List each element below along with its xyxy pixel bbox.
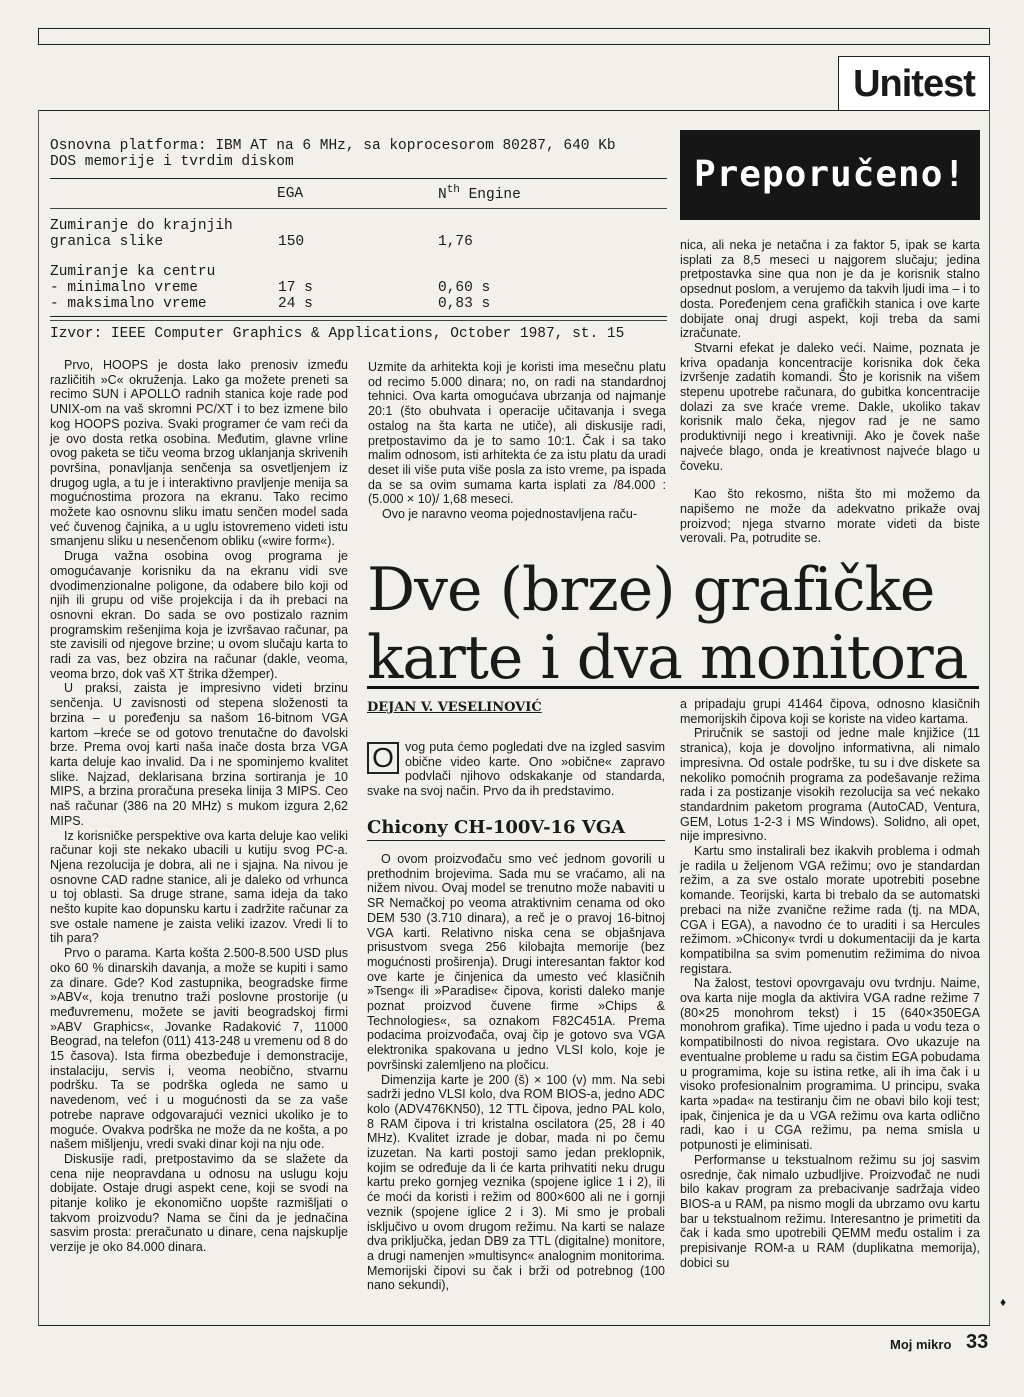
table-rule-top — [50, 178, 667, 179]
benchmark-table — [50, 138, 670, 348]
continue-arrow-icon: ♦ — [1000, 1295, 1007, 1309]
table-rule-header — [50, 208, 667, 209]
section-logo: Unitest — [838, 56, 990, 110]
paragraph: U praksi, zaista je impresivno videti brzinu senčenja. U zavisnosti od stepena složenosti ta brzina – u poređenju sa našom 16-bitnom VGA kartom –kreće se od gotovo trenutačne do đavolski brze. Prema ovoj karti naša inače dosta brza VGA karta deluje kao invalid. Da i ne spominjemo kvalitet slike. Najzad, deklarisana brzina sortiranja je 10 MIPS, a brzina proračuna preseka linija 3 MIPS. Ceo naš računar (386 na 20 MHz) s mukom izgura 2,62 MIPS. — [50, 681, 348, 828]
paragraph: Iz korisničke perspektive ova karta deluje kao veliki računar koji ste nekako ubacili u kutiju svog PC-a. Njena rezolucija je dobra, ali ne i sjajna. Na nivou je osnovne CAD radne stanice, ali je daleko od vrhunca u toj oblasti. Sa druge strane, sama ideja da tako nešto kupite kao dopunsku kartu i zadržite računar za sve ostale namene je zaista veliki izazov. Vredi li to tih para? — [50, 828, 348, 946]
paragraph: Uzmite da arhitekta koji je koristi ima mesečnu platu od recimo 5.000 dinara; no, on radi na standardnoj tehnici. Ova karta omogućava ubrzanja od najmanje 20:1 (što obuhvata i operacije učitavanja i svega ostalog na šta karta ne utiče), ali diskusije radi, pretpostavimo da je to samo 10:1. Čak i sa tako malim odnosom, isti arhitekta će za istu platu da uradi deset ili više puta više posla za isto vreme, pa ispada da se sa ovim sumama karta isplati za /84.000 : (5.000 × 10)/ 1,68 meseci. — [368, 360, 666, 507]
paragraph: Priručnik se sastoji od jedne male knjižice (11 stranica), koja je dovoljno informativna, ali nimalo impresivna. Od ostale podrške, tu su i dve diskete sa nekoliko pomoćnih programa za podešavanje režima rada i za postizanje visokih rezolucija sa već nekako standardnim paketom programa (AutoCAD, Ventura, GEM, Lotus 1-2-3 i MS Windows). Solidno, ali opet, nije impresivno. — [680, 726, 980, 844]
headline-rule — [367, 686, 979, 689]
paragraph: a pripadaju grupi 41464 čipova, odnosno klasičnih memorijskih čipova koji se koriste na video kartama. — [680, 697, 980, 726]
table-row1-nth: 1,76 — [438, 234, 473, 250]
paragraph: Prvo, HOOPS je dosta lako prenosiv između različitih »C« okruženja. Lako ga možete preneti sa recimo SUN i APOLLO radnih stanica koje rade pod UNIX-om na vaš skromni PC/XT i to bez izmene bilo kog HOOPS poziva. Svaki programer će vam reći da je ovo dosta retka osobina. Međutim, glavne vrline ovog paketa se tiču veoma brzog uklanjanja skrivenih površina, ponavljanja senčenja sa osvetljenjem iz drugog ugla, a tu je i interaktivno pravljenje menija sa mogućnostima prozora na ekranu. Tako recimo možete kao osnovnu sliku imatu senčen model sada već čuvenog čajnika, a u uglu istovremeno videti istu smanjenu sliku u nesenčenom obliku («wire form«). — [50, 358, 348, 549]
paragraph: Druga važna osobina ovog programa je omogućavanje korisniku da na ekranu vidi sve dvodimenzionalne poligone, da odabere bilo koji od njih ili grupu od više projekcija i da ih prebaci na osnovni ekran. Do sada se ovo postizalo raznim programskim rešenjima koja je izvršavao računar, pa ste zavisili od njegove brzine; u ovom slučaju karta to radi za vas, bez obzira na računar (dakle, veoma, veoma brzo, dok vaš XT štrika džemper). — [50, 549, 348, 681]
right-column-top — [680, 238, 980, 546]
paragraph: Kartu smo instalirali bez ikakvih problema i odmah je radila u željenom VGA režimu; ovo je standardan režim, a za sve ostalo morate upotrebiti posebne komande. Teorijski, karta bi trebalo da se automatski prebaci na niže zvanične režime rada (tj. na MDA, CGA i EGA), a navodno će to uraditi i sa Hercules režimom. »Chicony« tvrdi u dokumentaciji da je karta kompatibilna sa svim pomenutim režimima do nivoa registara. — [680, 844, 980, 976]
intro-text: vog puta ćemo pogledati dve na izgled sasvim obične video karte. Ono »obične« zapravo podvlači njihovo odskakanje od standarda, svake na svoj način. Prvo da ih predstavimo. — [367, 740, 665, 799]
paragraph: Kao što rekosmo, ništa što mi možemo da napišemo ne može da adekvatno prikaže ovaj proizvod; njega stvarno morate videti da biste verovali. Pa, potrudite se. — [680, 487, 980, 546]
table-row2-label: Zumiranje ka centru — [50, 264, 216, 280]
paragraph: nica, ali neka je netačna i za faktor 5, ipak se karta isplati za 8,5 meseci u najgorem slučaju; jedina pretpostavka sine qua non je da je korisnik stalno opsednut poslom, a verujemo da takvih ljudi ima – i to dosta. Poređenjem cena grafičkih stanica i ove karte dobijate onaj drugi aspekt, koji treba da sami izračunate. — [680, 238, 980, 341]
paragraph: Performanse u tekstualnom režimu su joj sasvim osrednje, čak nimalo uzbudljive. Proizvođač ne nudi bilo kakav program za prebacivanje sadržaja video BIOS-a u RAM, pa nismo mogli da ubrzamo ovu kartu bar u tekstualnom režimu. Interesantno je primetiti da čak i kada smo upotrebili QEMM među ostalim i za prepisivanje ROM-a u RAM (duplikatna memorija), dobici su — [680, 1152, 980, 1270]
paragraph: Prvo o parama. Karta košta 2.500-8.500 USD plus oko 60 % dinarskih davanja, a može se kupiti i samo za dinare. Gde? Kod zastupnika, beogradske firme »ABV«, koja trenutno traži poslovne prostorije (u međuvremenu, možete se javiti beogradskoj firmi »ABV Graphics«, Jovanke Radaković 7, 11000 Beograd, na telefon (011) 413-248 u vremenu od 8 do 15 časova). Ista firma obezbeđuje i demonstracije, instalaciju, servis i, veoma neobično, stvarnu podršku. Ta se podrška ogleda ne samo u navedenom, već i u mogućnosti da se za vaše potrebe naprave odgovarajući veznici ukoliko je to moguće. Ovakva podrška ne može da ne košta, a po našem mišljenju, vredi svaki dinar koji na nju ode. — [50, 946, 348, 1152]
table-rule-bottom2 — [50, 320, 667, 321]
paragraph: Na žalost, testovi opovrgavaju ovu tvrdnju. Naime, ova karta nije mogla da aktivira VGA radne režime 7 (80×25 monohrom tekst) i 15 (640×350EGA monohrom grafika). Time ujedno i pada u vodu teza o kompatibilnosti do nivoa registara. Ovo ukazuje na eventualne probleme u radu sa čistim EGA pobudama u programima, koje su istina retke, ali ih ima čak i u visoko profesionalnim programima. U principu, svaka karta »pada« na testiranju čim ne obavi bilo koji test; ipak, činjenica je da u VGA režimu ova karta odlično radi, kao i u CGA režimu, pa nema smisla u potpunosti je eliminisati. — [680, 976, 980, 1153]
left-column — [50, 358, 348, 1255]
table-row4-nth: 0,83 s — [438, 296, 491, 312]
table-row3-ega: 17 s — [278, 280, 313, 296]
table-rule-bottom — [50, 316, 667, 317]
table-col-ega: EGA — [277, 186, 304, 202]
right-column-bottom — [680, 697, 980, 1270]
recommended-banner: Preporučeno! — [680, 130, 980, 220]
middle-column-bottom — [367, 852, 665, 1293]
subheading-rule — [367, 840, 665, 841]
table-source: Izvor: IEEE Computer Graphics & Applications, October 1987, st. 15 — [50, 326, 625, 342]
table-caption-line2: DOS memorije i tvrdim diskom — [50, 154, 294, 170]
drop-cap: O — [367, 742, 399, 774]
middle-column-top — [368, 360, 666, 522]
paragraph: Diskusije radi, pretpostavimo da se slažete da cena nije neopravdana u odnosu na uslugu koju dobijate. Ostaje drugi aspekt cene, koji se svodi na pitanje koliko je ekonomično uopšte razmišljati o takvom proizvodu? Nama se čini da je jednačina sasvim prosta: preračunato u dinare, cena najskuplje verzije je oko 84.000 dinara. — [50, 1151, 348, 1255]
table-caption-line1: Osnovna platforma: IBM AT na 6 MHz, sa koprocesorom 80287, 640 Kb — [50, 138, 616, 154]
table-col-nth: $N^{th}$ Engine — [438, 184, 521, 203]
section-subheading: Chicony CH-100V-16 VGA — [367, 817, 626, 838]
table-row1-ega: 150 — [278, 234, 305, 250]
article-intro — [367, 740, 665, 799]
article-headline: Dve (brze) grafičke karte i dva monitora — [367, 555, 968, 693]
paragraph: Stvarni efekat je daleko veći. Naime, poznata je kriva opadanja koncentracije korisnika dok čeka izvršenje zadatih komandi. Što je korisnik na višem stepenu upotrebe računara, do gubitka koncentracije dolazi za sve kraće vreme. Dakle, ukoliko takav korisnik malo čeka, njegov rad je ne samo produktivniji nego i kreativniji. Ako je čovek naše najveće blago, onda je kreativnost najveće blago u čoveku. — [680, 340, 980, 473]
footer-magazine-name: Moj mikro — [890, 1337, 952, 1352]
bottom-rule — [38, 1325, 990, 1326]
article-author: DEJAN V. VESELINOVIĆ — [367, 700, 542, 715]
table-row4-ega: 24 s — [278, 296, 313, 312]
table-row1-label2: granica slike — [50, 234, 164, 250]
table-row1-label1: Zumiranje do krajnjih — [50, 218, 233, 234]
table-row3-nth: 0,60 s — [438, 280, 491, 296]
paragraph: Dimenzija karte je 200 (š) × 100 (v) mm. Na sebi sadrži jedno VLSI kolo, dva ROM BIOS-a, jedno ADC kolo (ADV476KN50), 12 TTL čipova, jedno PAL kolo, 8 RAM čipova i tri kristalna oscilatora (25, 28 i 40 MHz). Kvalitet izrade je dobar, mada ni po čemu izuzetan. Na karti postoji samo jedan preklopnik, kojim se određuje da li će karta prihvatiti neku drugu kartu preko gornjeg veznika (spojene iglice 1 i 2), ili će moći da koristi i režim od 800×600 ali ne i gornji veznik (spojene iglice 2 i 3). Mi smo je probali isključivo u ovom drugom režimu. Na karti se nalaze dva priključka, jedan DB9 za TTL (digitalne) monitore, a drugi namenjen »multisync« analognim monitorima. Memorijski čipovi su čak i brži od potrebnog (100 nano sekundi), — [367, 1072, 665, 1293]
table-row3-label: - minimalno vreme — [50, 280, 198, 296]
paragraph: Ovo je naravno veoma pojednostavljena raču- — [382, 507, 638, 522]
footer-page-number: 33 — [966, 1331, 989, 1353]
table-row4-label: - maksimalno vreme — [50, 296, 207, 312]
paragraph: O ovom proizvođaču smo već jednom govorili u prethodnim brojevima. Sada mu se vraćamo, ali na nižem nivou. Ovaj model se trenutno može nabaviti u SR Nemačkoj po veoma atraktivnim cenama od oko DEM 530 (3.710 dinara), a reč je o pravoj 16-bitnoj VGA karti. Relativno niska cena se objašnjava prisustvom svega 256 kilobajta memorije (bez mogućnosti proširenja). Drugi interesantan faktor kod ove karte je činjenica da umesto već klasičnih »Tseng« ili »Paradise« čipova, koristi daleko manje poznat proizvod čuvene firme »Chips & Technologies«, sa oznakom F82C451A. Prema podacima proizvođača, ovaj čip je gotovo sva VGA elektronika spakovana u jedno VLSI kolo, koje je površinski zalemljeno na pločicu. — [367, 852, 665, 1072]
top-frame-bar — [38, 28, 990, 45]
